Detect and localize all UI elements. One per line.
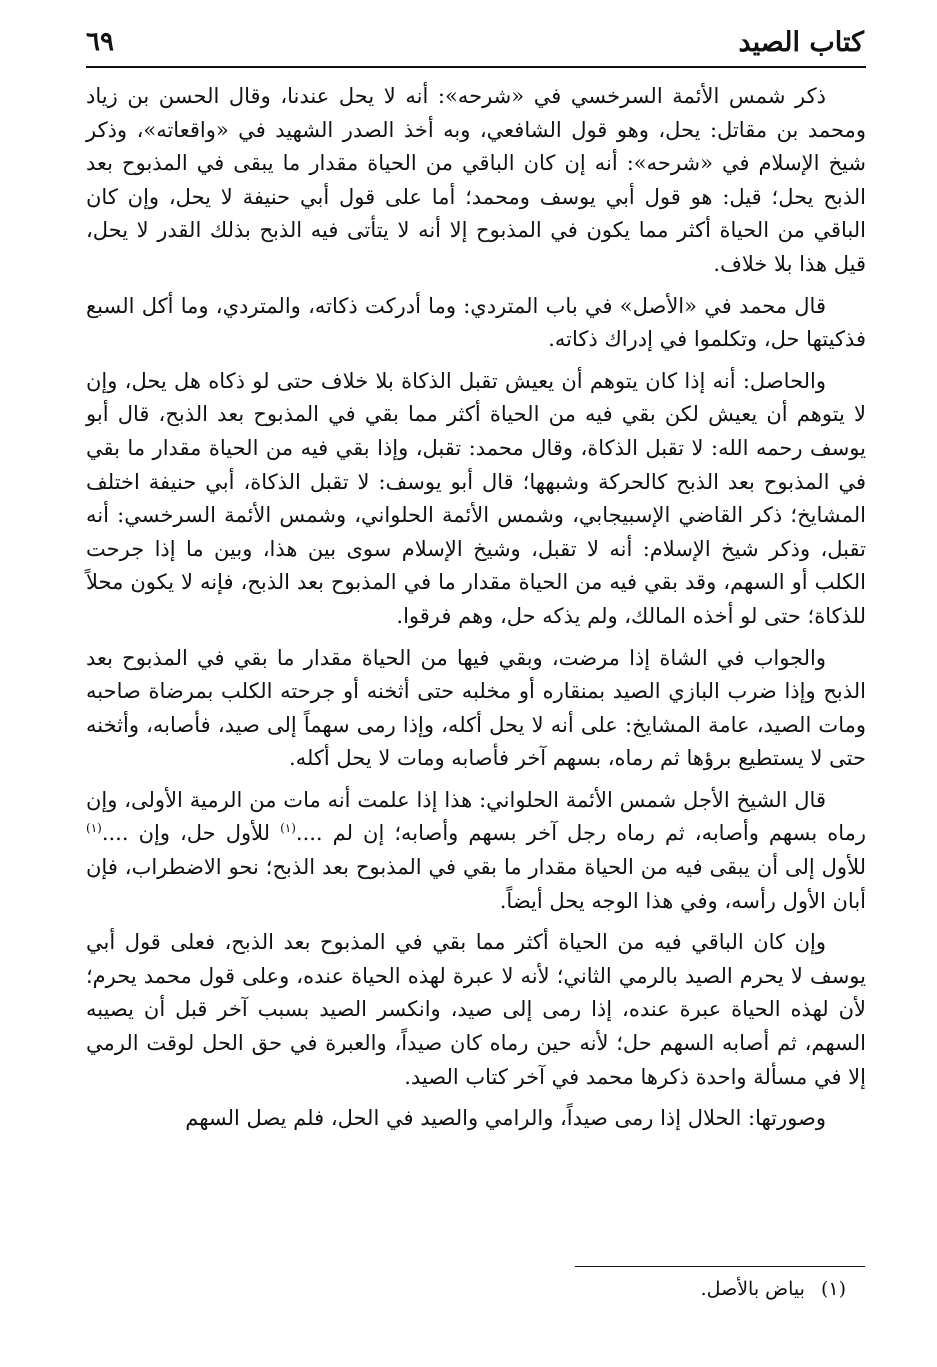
paragraph: وإن كان الباقي فيه من الحياة أكثر مما بقي في المذبوح بعد الذبح، فعلى قول أبي يوسف لا يحرم الصيد بالرمي الثاني؛ لأنه لا عبرة لهذه الحياة عنده، وعلى قول محمد يحرم؛ لأن لهذه الحياة عبرة عنده، إذا رمى إلى صيد، وانكسر الصيد بسبب آخر قبل أن يصيبه السهم، ثم أصابه السهم حل؛ لأنه حين رماه كان صيداً، والعبرة في حق الحل لوقت الرمي إلا في مسألة واحدة ذكرها محمد في آخر كتاب الصيد. — [86, 930, 866, 1089]
paragraph: والجواب في الشاة إذا مرضت، وبقي فيها من الحياة مقدار ما بقي في المذبوح بعد الذبح وإذا ضرب البازي الصيد بمنقاره أو مخلبه حتى أثخنه أو جرحته الكلب بمرضاة صاحبه ومات الصيد، عامة المشايخ: على أنه لا يحل أكله، وإذا رمى سهماً إلى صيد، فأصابه، وأثخنه حتى لا يستطيع برؤها ثم رماه، بسهم آخر فأصابه ومات لا يحل أكله. — [86, 645, 866, 771]
footnote-divider — [575, 1266, 865, 1267]
paragraph-part: للأول إلى أن يبقى فيه من الحياة مقدار ما بقي في المذبوح بعد الذبح؛ نحو الاضطراب، فإن أبان الأول رأسه، وفي هذا الوجه يحل أيضاً. — [86, 855, 866, 913]
paragraph-part: قال الشيخ الأجل شمس الأئمة الحلواني: هذا إذا علمت أنه مات من الرمية الأولى، وإن رماه بسهم وأصابه، ثم رماه رجل آخر بسهم وأصابه؛ إن لم .... — [86, 787, 866, 846]
header-divider — [86, 66, 866, 68]
paragraph: قال محمد في «الأصل» في باب المتردي: وما أدركت ذكاته، والمتردي، وما أكل السبع فذكيتها حل، وتكلموا في إدراك ذكاته. — [86, 293, 866, 352]
paragraph: والحاصل: أنه إذا كان يتوهم أن يعيش تقبل الذكاة بلا خلاف حتى لو ذكاه هل يحل، وإن لا يتوهم أن يعيش لكن بقي فيه من الحياة أكثر مما بقي في المذبوح بعد الذبح، قال أبو يوسف رحمه الله: لا تقبل الذكاة، وقال محمد: تقبل، وإذا بقي فيه من الحياة مقدار ما بقي في المذبوح بعد الذبح كالحركة وشبهها؛ قال أبو يوسف: لا تقبل الذكاة، أبي حنيفة اختلف المشايخ؛ ذكر القاضي الإسبيجابي، وشمس الأئمة الحلواني، وشمس الأئمة السرخسي: أنه تقبل، وذكر شيخ الإسلام: أنه لا تقبل، وشيخ الإسلام سوى بين هذا، وبين ما إذا جرحت الكلب أو السهم، وقد بقي فيه من الحياة مقدار ما في المذبوح بعد الذبح، فإنه لا يكون محلاً للذكاة؛ حتى لو أخذه المالك، ولم يذكه حل، وهم فرقوا. — [86, 368, 866, 628]
paragraph-with-footnote-refs — [86, 784, 866, 918]
chapter-title: كتاب الصيد — [738, 26, 864, 58]
paragraph: ذكر شمس الأئمة السرخسي في «شرحه»: أنه لا يحل عندنا، وقال الحسن بن زياد ومحمد بن مقاتل: يحل، وهو قول الشافعي، وبه أخذ الصدر الشهيد في «واقعاته»، وذكر شيخ الإسلام في «شرحه»: أنه إن كان الباقي من الحياة مقدار ما يبقى في المذبوح بعد الذبح يحل؛ قيل: هو قول أبي يوسف ومحمد؛ أما على قول أبي حنيفة لا يحل، وإن كان الباقي من الحياة أكثر مما يكون في المذبوح إلا أنه لا يتأتى فيه الذبح بذلك القدر لا يحل، قيل هذا بلا خلاف. — [86, 84, 866, 276]
footnote-marker: (١) — [820, 1278, 846, 1300]
main-text — [86, 80, 866, 1144]
page-header — [86, 22, 864, 62]
page-number: ٦٩ — [86, 27, 114, 57]
footnote-reference[interactable]: (١) — [280, 821, 296, 836]
paragraph-part: للأول حل، وإن .... — [101, 821, 281, 846]
footnote-text: بياض بالأصل. — [700, 1278, 805, 1300]
paragraph: وصورتها: الحلال إذا رمى صيداً، والرامي والصيد في الحل، فلم يصل السهم — [185, 1106, 826, 1131]
footnote — [86, 1274, 846, 1304]
footnote-reference[interactable]: (١) — [86, 821, 102, 836]
